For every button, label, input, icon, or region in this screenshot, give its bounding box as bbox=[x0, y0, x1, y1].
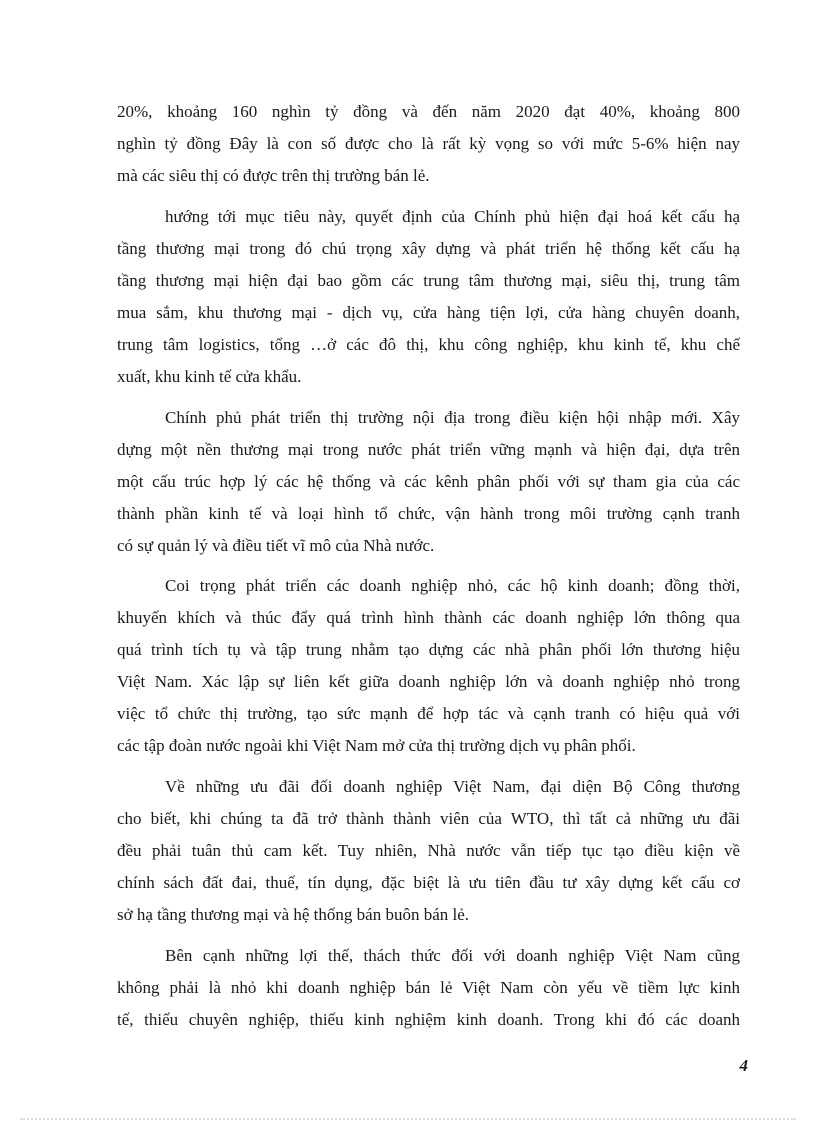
text-line: quá trình tích tụ và tập trung nhằm tạo dựng các nhà phân phối lớn thương hiệu bbox=[117, 640, 740, 660]
paragraph bbox=[117, 201, 740, 393]
text-line: nghìn tỷ đồng Đây là con số được cho là rất kỳ vọng so với mức 5-6% hiện nay bbox=[117, 134, 740, 153]
text-line: tầng thương mại trong đó chú trọng xây dựng và phát triển hệ thống kết cấu hạ bbox=[117, 238, 740, 258]
text-line: Coi trọng phát triển các doanh nghiệp nhỏ, các hộ kinh doanh; đồng thời, bbox=[165, 576, 740, 596]
paragraph bbox=[117, 96, 740, 192]
paragraph bbox=[117, 570, 740, 762]
text-line: cho biết, khi chúng ta đã trở thành thành viên của WTO, thì tất cả những ưu đãi bbox=[117, 809, 740, 829]
text-line: thành phần kinh tế và loại hình tổ chức, vận hành trong môi trường cạnh tranh bbox=[117, 503, 740, 523]
text-line: chính sách đất đai, thuế, tín dụng, đặc biệt là ưu tiên đầu tư xây dựng kết cấu cơ bbox=[117, 873, 740, 893]
text-line: tế, thiếu chuyên nghiệp, thiếu kinh nghiệm kinh doanh. Trong khi đó các doanh bbox=[117, 1009, 740, 1029]
text-line: mà các siêu thị có được trên thị trường bán lẻ. bbox=[117, 166, 430, 185]
text-line: mua sắm, khu thương mại - dịch vụ, cửa hàng tiện lợi, cửa hàng chuyên doanh, bbox=[117, 302, 740, 322]
text-line: Việt Nam. Xác lập sự liên kết giữa doanh nghiệp lớn và doanh nghiệp nhỏ trong bbox=[117, 672, 740, 692]
text-line: trung tâm logistics, tổng …ở các đô thị, khu công nghiệp, khu kinh tế, khu chế bbox=[117, 334, 740, 354]
text-line: Bên cạnh những lợi thế, thách thức đối với doanh nghiệp Việt Nam cũng bbox=[165, 945, 740, 965]
text-line: hướng tới mục tiêu này, quyết định của Chính phủ hiện đại hoá kết cấu hạ bbox=[165, 206, 740, 226]
text-line: một cấu trúc hợp lý các hệ thống và các kênh phân phối với sự tham gia của các bbox=[117, 471, 740, 491]
footer-divider bbox=[20, 1118, 796, 1120]
text-line: tầng thương mại hiện đại bao gồm các trung tâm thương mại, siêu thị, trung tâm bbox=[117, 270, 740, 290]
text-line: khuyến khích và thúc đẩy quá trình hình thành các doanh nghiệp lớn thông qua bbox=[117, 608, 740, 628]
paragraph bbox=[117, 402, 740, 562]
text-line: Chính phủ phát triển thị trường nội địa trong điều kiện hội nhập mới. Xây bbox=[165, 407, 740, 427]
paragraph bbox=[117, 771, 740, 931]
body-text bbox=[117, 96, 740, 1045]
text-line: Về những ưu đãi đối doanh nghiệp Việt Nam, đại diện Bộ Công thương bbox=[165, 777, 740, 797]
text-line: xuất, khu kinh tế cửa khẩu. bbox=[117, 366, 302, 386]
text-line: đều phải tuân thủ cam kết. Tuy nhiên, Nhà nước vẫn tiếp tục tạo điều kiện về bbox=[117, 841, 740, 861]
text-line: dựng một nền thương mại trong nước phát triển vững mạnh và hiện đại, dựa trên bbox=[117, 439, 740, 459]
text-line: 20%, khoảng 160 nghìn tỷ đồng và đến năm 2020 đạt 40%, khoảng 800 bbox=[117, 102, 740, 121]
text-line: có sự quản lý và điều tiết vĩ mô của Nhà nước. bbox=[117, 535, 435, 555]
text-line: các tập đoàn nước ngoài khi Việt Nam mở cửa thị trường dịch vụ phân phối. bbox=[117, 736, 636, 756]
paragraph bbox=[117, 940, 740, 1036]
text-line: việc tổ chức thị trường, tạo sức mạnh để hợp tác và cạnh tranh có hiệu quả với bbox=[117, 704, 740, 724]
page-number: 4 bbox=[739, 1056, 748, 1075]
text-line: sở hạ tầng thương mại và hệ thống bán buôn bán lẻ. bbox=[117, 905, 470, 925]
text-line: không phải là nhỏ khi doanh nghiệp bán lẻ Việt Nam còn yếu về tiềm lực kinh bbox=[117, 977, 740, 997]
